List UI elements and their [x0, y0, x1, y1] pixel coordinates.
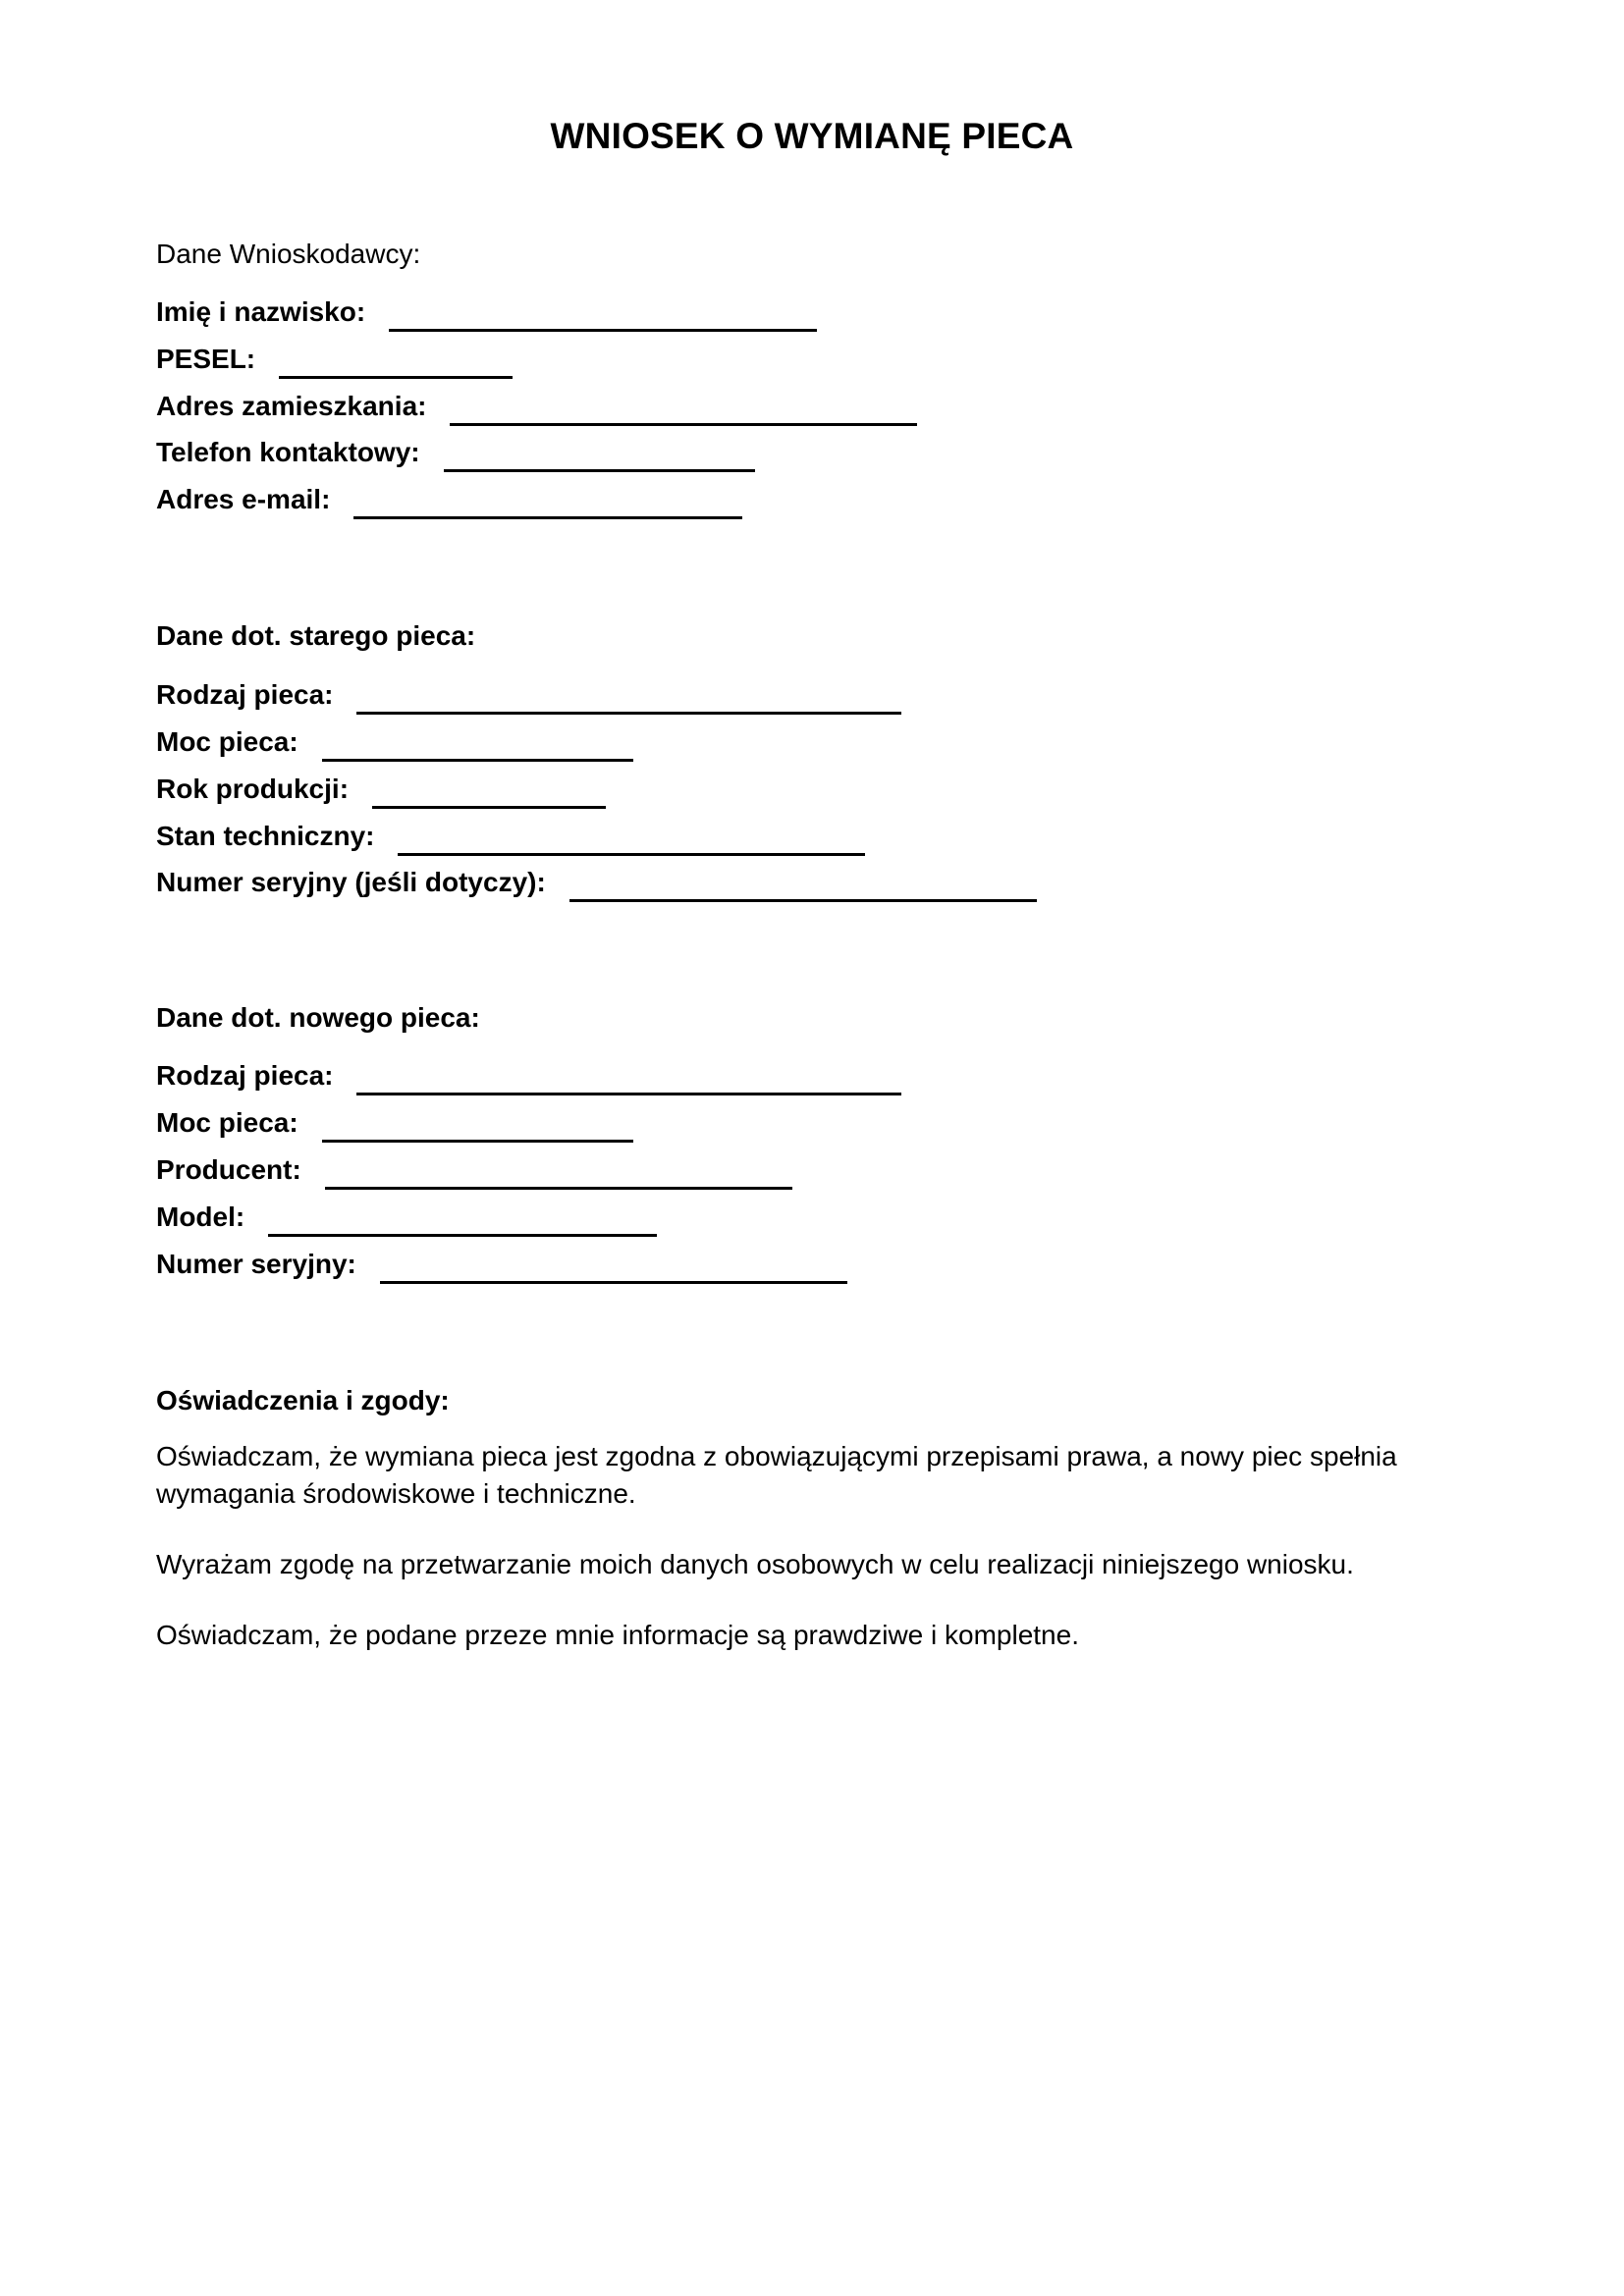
fill-in-line[interactable] — [322, 759, 633, 762]
fill-in-line[interactable] — [325, 1187, 792, 1190]
field-new-furnace-model — [156, 1195, 657, 1234]
field-new-furnace-type — [156, 1053, 901, 1093]
field-new-furnace-serial — [156, 1242, 847, 1281]
field-old-furnace-serial — [156, 860, 1037, 899]
field-full-name — [156, 290, 817, 329]
fill-in-line[interactable] — [322, 1140, 633, 1143]
field-label: PESEL: — [156, 344, 256, 374]
field-email — [156, 477, 742, 516]
field-old-furnace-year — [156, 767, 606, 806]
field-label: Rodzaj pieca: — [156, 679, 334, 710]
fill-in-line[interactable] — [450, 423, 917, 426]
field-label: Model: — [156, 1201, 245, 1232]
document-title: WNIOSEK O WYMIANĘ PIECA — [550, 116, 1074, 156]
field-label: Rodzaj pieca: — [156, 1060, 334, 1091]
field-old-furnace-power — [156, 720, 633, 759]
fill-in-line[interactable] — [398, 853, 865, 856]
field-label: Telefon kontaktowy: — [156, 437, 420, 467]
field-old-furnace-condition — [156, 814, 865, 853]
field-old-furnace-type — [156, 672, 901, 712]
fill-in-line[interactable] — [279, 376, 513, 379]
field-pesel — [156, 337, 513, 376]
field-label: Moc pieca: — [156, 1107, 298, 1138]
field-label: Stan techniczny: — [156, 821, 375, 851]
field-label: Rok produkcji: — [156, 774, 350, 804]
field-label: Adres e-mail: — [156, 484, 331, 514]
field-phone — [156, 430, 755, 469]
declaration-paragraph: Oświadczam, że wymiana pieca jest zgodna z obowiązującymi przepisami prawa, a nowy piec spełnia wymagania środowiskowe i techniczne. — [156, 1441, 1397, 1509]
field-label: Numer seryjny (jeśli dotyczy): — [156, 867, 546, 897]
field-label: Adres zamieszkania: — [156, 391, 427, 421]
fill-in-line[interactable] — [356, 1093, 901, 1095]
applicant-section-heading: Dane Wnioskodawcy: — [156, 239, 421, 269]
fill-in-line[interactable] — [569, 899, 1037, 902]
fill-in-line[interactable] — [356, 712, 901, 715]
fill-in-line[interactable] — [380, 1281, 847, 1284]
declarations-section-heading: Oświadczenia i zgody: — [156, 1385, 450, 1415]
field-label: Producent: — [156, 1154, 301, 1185]
truthfulness-paragraph: Oświadczam, że podane przeze mnie informacje są prawdziwe i kompletne. — [156, 1620, 1079, 1650]
field-new-furnace-power — [156, 1100, 633, 1140]
old-furnace-section-heading: Dane dot. starego pieca: — [156, 620, 476, 651]
fill-in-line[interactable] — [372, 806, 606, 809]
field-label: Imię i nazwisko: — [156, 296, 366, 327]
new-furnace-section-heading: Dane dot. nowego pieca: — [156, 1002, 480, 1033]
field-label: Numer seryjny: — [156, 1249, 356, 1279]
fill-in-line[interactable] — [444, 469, 755, 472]
fill-in-line[interactable] — [353, 516, 742, 519]
consent-paragraph: Wyrażam zgodę na przetwarzanie moich danych osobowych w celu realizacji niniejszego wniosku. — [156, 1549, 1354, 1579]
field-address — [156, 384, 917, 423]
field-label: Moc pieca: — [156, 726, 298, 757]
field-new-furnace-manufacturer — [156, 1148, 792, 1187]
fill-in-line[interactable] — [389, 329, 817, 332]
fill-in-line[interactable] — [268, 1234, 657, 1237]
